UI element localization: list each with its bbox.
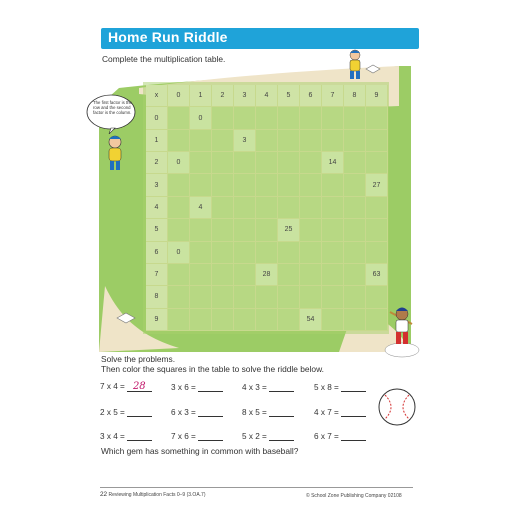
table-cell[interactable]: 0 bbox=[168, 242, 190, 264]
table-cell[interactable] bbox=[190, 242, 212, 264]
table-cell[interactable] bbox=[366, 152, 388, 174]
table-cell[interactable]: 27 bbox=[366, 174, 388, 196]
column-header: 4 bbox=[256, 85, 278, 107]
page-title: Home Run Riddle bbox=[108, 29, 228, 45]
table-cell[interactable] bbox=[190, 174, 212, 196]
table-row bbox=[146, 197, 388, 219]
boy-catcher-icon bbox=[100, 134, 130, 172]
table-cell[interactable] bbox=[278, 309, 300, 331]
table-cell[interactable] bbox=[278, 130, 300, 152]
table-cell[interactable] bbox=[278, 242, 300, 264]
table-cell[interactable] bbox=[212, 264, 234, 286]
table-cell[interactable] bbox=[344, 197, 366, 219]
table-cell[interactable]: 54 bbox=[300, 309, 322, 331]
math-problem bbox=[171, 382, 223, 392]
problem-expression: 4 x 7 = bbox=[314, 408, 339, 417]
page-number: 22 bbox=[100, 491, 108, 498]
table-cell[interactable] bbox=[234, 286, 256, 308]
table-cell[interactable]: 63 bbox=[366, 264, 388, 286]
row-header: 5 bbox=[146, 219, 168, 241]
table-cell[interactable] bbox=[300, 242, 322, 264]
table-cell[interactable] bbox=[366, 197, 388, 219]
table-cell[interactable] bbox=[300, 107, 322, 129]
table-cell[interactable] bbox=[212, 174, 234, 196]
row-header: 7 bbox=[146, 264, 168, 286]
speech-bubble-text: The first factor is the row and the second factor is the column. bbox=[93, 100, 132, 116]
table-cell[interactable] bbox=[212, 130, 234, 152]
problem-expression: 3 x 4 = bbox=[100, 432, 125, 441]
problem-expression: 6 x 7 = bbox=[314, 432, 339, 441]
table-cell[interactable] bbox=[366, 242, 388, 264]
baseball-icon bbox=[377, 387, 417, 427]
problem-expression: 5 x 8 = bbox=[314, 383, 339, 392]
table-cell[interactable] bbox=[278, 286, 300, 308]
answer-blank[interactable] bbox=[341, 382, 366, 392]
column-header: 1 bbox=[190, 85, 212, 107]
table-cell[interactable] bbox=[300, 264, 322, 286]
base-icon bbox=[365, 64, 381, 74]
table-cell[interactable]: 14 bbox=[322, 152, 344, 174]
answer-blank[interactable] bbox=[341, 407, 366, 417]
table-instruction: Complete the multiplication table. bbox=[102, 54, 226, 64]
table-cell[interactable] bbox=[256, 242, 278, 264]
math-problem bbox=[242, 407, 294, 417]
answer-blank[interactable] bbox=[198, 407, 223, 417]
row-header: 6 bbox=[146, 242, 168, 264]
table-cell[interactable] bbox=[366, 219, 388, 241]
table-cell[interactable] bbox=[344, 264, 366, 286]
table-cell[interactable] bbox=[322, 219, 344, 241]
table-row bbox=[146, 174, 388, 196]
answer-blank[interactable] bbox=[341, 431, 366, 441]
table-cell[interactable] bbox=[168, 219, 190, 241]
table-cell[interactable] bbox=[190, 152, 212, 174]
table-cell[interactable] bbox=[212, 242, 234, 264]
table-cell[interactable] bbox=[168, 130, 190, 152]
table-cell[interactable] bbox=[190, 264, 212, 286]
answer-blank[interactable]: 28 bbox=[127, 382, 152, 392]
table-cell[interactable]: 3 bbox=[234, 130, 256, 152]
base-icon-left bbox=[116, 312, 136, 324]
table-row bbox=[146, 286, 388, 308]
table-cell[interactable]: 4 bbox=[190, 197, 212, 219]
column-header: 5 bbox=[278, 85, 300, 107]
table-cell[interactable] bbox=[344, 242, 366, 264]
problem-expression: 2 x 5 = bbox=[100, 408, 125, 417]
math-problem bbox=[100, 382, 152, 392]
table-cell[interactable] bbox=[212, 107, 234, 129]
table-corner: x bbox=[146, 85, 168, 107]
table-cell[interactable] bbox=[300, 197, 322, 219]
column-header: 0 bbox=[168, 85, 190, 107]
problem-expression: 8 x 5 = bbox=[242, 408, 267, 417]
table-cell[interactable] bbox=[256, 286, 278, 308]
table-cell[interactable] bbox=[278, 174, 300, 196]
table-cell[interactable] bbox=[256, 197, 278, 219]
table-cell[interactable]: 0 bbox=[190, 107, 212, 129]
table-cell[interactable] bbox=[190, 130, 212, 152]
row-header: 4 bbox=[146, 197, 168, 219]
column-header: 3 bbox=[234, 85, 256, 107]
column-header: 7 bbox=[322, 85, 344, 107]
table-cell[interactable] bbox=[366, 107, 388, 129]
table-cell[interactable] bbox=[212, 286, 234, 308]
problem-expression: 5 x 2 = bbox=[242, 432, 267, 441]
math-problem bbox=[314, 431, 366, 441]
table-cell[interactable] bbox=[256, 107, 278, 129]
table-cell[interactable] bbox=[234, 264, 256, 286]
riddle-question: Which gem has something in common with baseball? bbox=[101, 446, 299, 456]
table-row bbox=[146, 309, 388, 331]
math-problem bbox=[242, 431, 294, 441]
table-cell[interactable] bbox=[234, 197, 256, 219]
table-cell[interactable] bbox=[344, 286, 366, 308]
table-cell[interactable] bbox=[234, 219, 256, 241]
problem-expression: 7 x 4 = bbox=[100, 382, 125, 391]
table-cell[interactable] bbox=[300, 152, 322, 174]
table-row bbox=[146, 152, 388, 174]
column-header: 2 bbox=[212, 85, 234, 107]
table-row bbox=[146, 130, 388, 152]
table-cell[interactable] bbox=[322, 264, 344, 286]
table-cell[interactable] bbox=[256, 309, 278, 331]
table-cell[interactable] bbox=[344, 309, 366, 331]
table-cell[interactable] bbox=[234, 107, 256, 129]
multiplication-table bbox=[146, 85, 388, 331]
table-cell[interactable] bbox=[322, 130, 344, 152]
directions-line-2: Then color the squares in the table to solve the riddle below. bbox=[101, 364, 325, 374]
problem-expression: 4 x 3 = bbox=[242, 383, 267, 392]
table-cell[interactable] bbox=[168, 174, 190, 196]
table-row bbox=[146, 107, 388, 129]
table-cell[interactable] bbox=[322, 309, 344, 331]
answer-blank[interactable] bbox=[198, 431, 223, 441]
footer-right: © School Zone Publishing Company 02108 bbox=[306, 493, 402, 499]
answer-blank[interactable] bbox=[269, 431, 294, 441]
table-cell[interactable] bbox=[212, 219, 234, 241]
row-header: 2 bbox=[146, 152, 168, 174]
table-header-row bbox=[146, 85, 388, 107]
table-cell[interactable] bbox=[212, 309, 234, 331]
directions-line-1: Solve the problems. bbox=[101, 354, 176, 364]
table-cell[interactable] bbox=[300, 286, 322, 308]
math-problem bbox=[314, 382, 366, 392]
math-problem bbox=[100, 431, 152, 441]
row-header: 3 bbox=[146, 174, 168, 196]
table-cell[interactable] bbox=[278, 152, 300, 174]
table-cell[interactable] bbox=[190, 219, 212, 241]
footer-divider bbox=[100, 487, 413, 488]
table-cell[interactable] bbox=[168, 286, 190, 308]
table-cell[interactable] bbox=[234, 309, 256, 331]
row-header: 0 bbox=[146, 107, 168, 129]
table-cell[interactable] bbox=[256, 152, 278, 174]
problem-expression: 7 x 6 = bbox=[171, 432, 196, 441]
table-cell[interactable] bbox=[278, 107, 300, 129]
footer-left bbox=[100, 491, 206, 498]
table-cell[interactable]: 28 bbox=[256, 264, 278, 286]
answer-blank[interactable] bbox=[269, 382, 294, 392]
table-cell[interactable] bbox=[212, 152, 234, 174]
table-cell[interactable]: 25 bbox=[278, 219, 300, 241]
column-header: 6 bbox=[300, 85, 322, 107]
footer-topic: Reviewing Multiplication Facts 0–9 (3.OA.7) bbox=[108, 492, 206, 498]
table-cell[interactable] bbox=[278, 197, 300, 219]
table-cell[interactable] bbox=[168, 264, 190, 286]
table-cell[interactable] bbox=[300, 174, 322, 196]
answer-blank[interactable] bbox=[198, 382, 223, 392]
table-cell[interactable] bbox=[344, 174, 366, 196]
table-cell[interactable] bbox=[190, 286, 212, 308]
table-cell[interactable] bbox=[344, 219, 366, 241]
table-cell[interactable] bbox=[300, 130, 322, 152]
row-header: 9 bbox=[146, 309, 168, 331]
table-cell[interactable] bbox=[256, 130, 278, 152]
table-cell[interactable] bbox=[168, 107, 190, 129]
row-header: 8 bbox=[146, 286, 168, 308]
table-cell[interactable] bbox=[322, 107, 344, 129]
table-cell[interactable] bbox=[212, 197, 234, 219]
table-cell[interactable] bbox=[278, 264, 300, 286]
table-cell[interactable] bbox=[344, 107, 366, 129]
table-cell[interactable]: 0 bbox=[168, 152, 190, 174]
math-problem bbox=[171, 431, 223, 441]
table-cell[interactable] bbox=[344, 130, 366, 152]
table-cell[interactable] bbox=[322, 242, 344, 264]
math-problem bbox=[171, 407, 223, 417]
table-cell[interactable] bbox=[234, 174, 256, 196]
table-row bbox=[146, 219, 388, 241]
batter-kid-icon bbox=[382, 304, 422, 358]
table-cell[interactable] bbox=[234, 242, 256, 264]
column-header: 8 bbox=[344, 85, 366, 107]
table-cell[interactable] bbox=[366, 130, 388, 152]
column-header: 9 bbox=[366, 85, 388, 107]
problem-expression: 3 x 6 = bbox=[171, 383, 196, 392]
math-problem bbox=[100, 407, 152, 417]
table-row bbox=[146, 242, 388, 264]
problem-expression: 6 x 3 = bbox=[171, 408, 196, 417]
table-cell[interactable] bbox=[256, 174, 278, 196]
table-cell[interactable] bbox=[168, 197, 190, 219]
table-cell[interactable] bbox=[234, 152, 256, 174]
table-cell[interactable] bbox=[322, 286, 344, 308]
table-row bbox=[146, 264, 388, 286]
table-cell[interactable] bbox=[168, 309, 190, 331]
table-cell[interactable] bbox=[322, 197, 344, 219]
answer-blank[interactable] bbox=[127, 407, 152, 417]
table-cell[interactable] bbox=[190, 309, 212, 331]
table-cell[interactable] bbox=[300, 219, 322, 241]
answer-blank[interactable] bbox=[127, 431, 152, 441]
table-cell[interactable] bbox=[256, 219, 278, 241]
math-problem bbox=[314, 407, 366, 417]
answer-blank[interactable] bbox=[269, 407, 294, 417]
row-header: 1 bbox=[146, 130, 168, 152]
table-cell[interactable] bbox=[344, 152, 366, 174]
math-problem bbox=[242, 382, 294, 392]
table-cell[interactable] bbox=[322, 174, 344, 196]
